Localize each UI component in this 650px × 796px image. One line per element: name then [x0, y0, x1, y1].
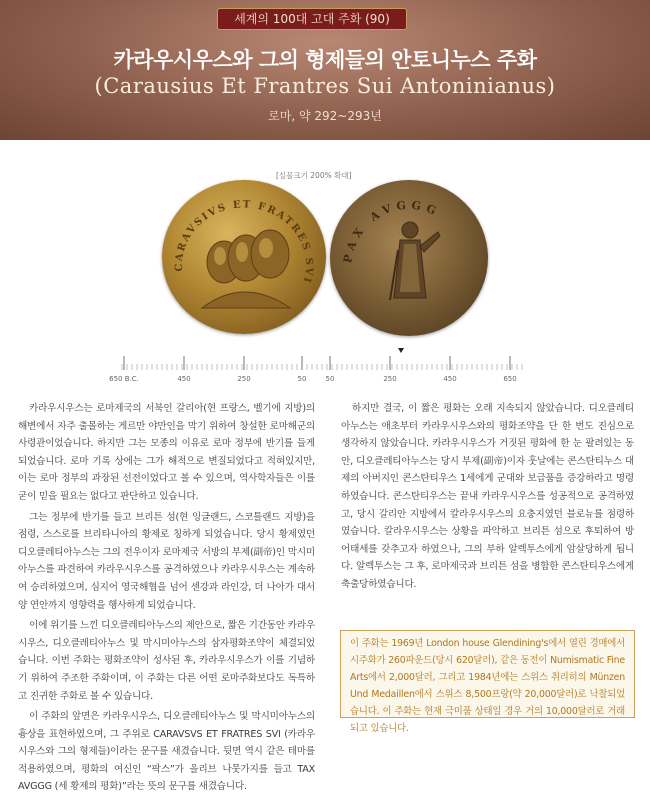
article-paragraph: 카라우시우스는 로마제국의 서북인 갈리아(현 프랑스, 벨기에 지방)의 해변에서 자주 출몰하는 게르만 야만인을 막기 위하여 창설한 로마해군의 사령관이었습니다. 하지만 그는 모종의 이유로 로마 정부에 반기를 들게 되었습니다. 로마 기록 상에는 그가 해적으로 변질되었다고 적혀있지만, 이는 로마 정부의 과장된 선전이었다고 볼 수 있으며, 역사학자들은 이를 굳이 믿을 필요는 없다고 판단하고 있습니다.	[18, 403, 315, 502]
auction-note-box: 이 주화는 1969년 London house Glendining's에서 열린 경매에서 시주화가 260파운드(당시 620달러), 같은 동전이 Numismatic Fine Arts에서 2,000달러, 그리고 1984년에는 스위스 취리히의 Münzen Und Medaillen에서 스위스 8,500프랑(약 20,000달러)로 낙찰되었습니다. 이 주화는 현재 극미품 상태일 경우 거의 10,000달러로 거래되고 있습니다.	[340, 630, 635, 718]
header-banner	[0, 0, 650, 140]
ruler-label: 50	[297, 375, 307, 383]
svg-text:PAX AVGGG	[341, 199, 443, 264]
era-subtitle: 로마, 약 292~293년	[268, 109, 382, 123]
coin-reverse-image	[330, 180, 488, 336]
ruler-label: 650	[503, 375, 517, 383]
article-paragraph: 그는 정부에 반기를 들고 브리튼 섬(현 잉글랜드, 스코틀랜드 지방)을 점령, 스스로를 브리타니아의 황제로 칭하게 되었습니다. 당시 황제였던 디오클레티아누스는 그의 전우이자 로마제국 서방의 부제(副帝)인 막시미아누스를 파견하여 카라우시우스를 공격하였으나 카라우시우스는 계속하여 승리하였으며, 심지어 영국해협을 넘어 센강과 라인강, 더 나아가 대서양 연안까지 영향력을 행사하게 되었습니다.	[18, 511, 315, 611]
ruler-label: 450	[177, 375, 191, 383]
ruler-label: 450	[443, 375, 457, 383]
article-title: 카라우시우스와 그의 형제들의 안토니누스 주화	[113, 48, 537, 72]
timeline-ruler	[109, 348, 532, 384]
article-column-left	[18, 400, 315, 793]
article-paragraph: 하지만 결국, 이 짧은 평화는 오래 지속되지 않았습니다. 디오클레티아누스는 애초부터 카라우시우스와의 평화조약을 단 한 번도 진심으로 생각하지 않았습니다. 카라우시우스가 거짓된 평화에 한 눈 팔려있는 동안, 디오클레티아누스는 당시 부제(副帝)이자 훗날에는 콘스탄티누스 대제의 아버지인 콘스탄티우스 1세에게 군대와 보급품을 증강하라고 명령하였습니다. 콘스탄티우스는 끝내 카라우시우스를 성공적으로 공격하였고, 당시 갈리안 지방에서 칼라우시우스의 요충지였던 블로뉴를 점령하였습니다. 칼라우시우스는 상황을 파악하고 브리튼 섬으로 후퇴하여 방어태세를 갖추고자 하였으나, 그의 부하 알렉투스에게 암살당하게 됩니다. 알렉투스는 그 후, 로마제국과 브리튼 섬을 병합한 콘스탄티우스에게 축출당하였습니다.	[341, 403, 634, 590]
article-paragraph: 이에 위기를 느낀 디오클레티아누스의 제안으로, 짧은 기간동안 카라우시우스, 디오클레티아누스 및 막시미아누스의 삼자평화조약이 체결되었습니다. 이번 주화는 평화조약이 성사된 후, 카라우시우스가 이를 기념하기 위하여 주조한 주화이며, 이 주화는 다른 어떤 로마주화보다도 독특하고 진귀한 주화로 볼 수 있습니다.	[18, 620, 315, 702]
obverse-legend: CARAVSIVS ET FRATRES SVI	[173, 199, 315, 286]
ruler-label: 650 B.C.	[109, 375, 139, 383]
ruler-label: 250	[237, 375, 251, 383]
coin-obverse-image	[162, 180, 326, 334]
era-marker-icon	[398, 348, 404, 353]
series-badge: 세계의 100대 고대 주화 (90)	[217, 8, 407, 30]
ruler-label: 250	[383, 375, 397, 383]
latin-title: (Carausius Et Frantres Sui Antoninianus)	[94, 74, 556, 98]
ruler-label: 50	[325, 375, 335, 383]
reverse-legend: PAX AVGGG	[341, 198, 443, 265]
scale-label: [실물크기 200% 확대]	[276, 171, 352, 180]
article-paragraph: 이 주화의 앞면은 카라우시우스, 디오클레티아누스 및 막시미아누스의 흉상을 표현하였으며, 그 주위로 CARAVSVS ET FRATRES SVI (카라우시우스와 그의 형제들)이라는 문구를 새겼습니다. 뒷면 역시 같은 테마를 적용하였으며, 평화의 여신인 “팍스”가 올리브 나뭇가지를 들고 TAX AVGGG (세 황제의 평화)”라는 뜻의 문구를 새겼습니다.	[18, 711, 315, 793]
article-column-right	[341, 400, 634, 597]
